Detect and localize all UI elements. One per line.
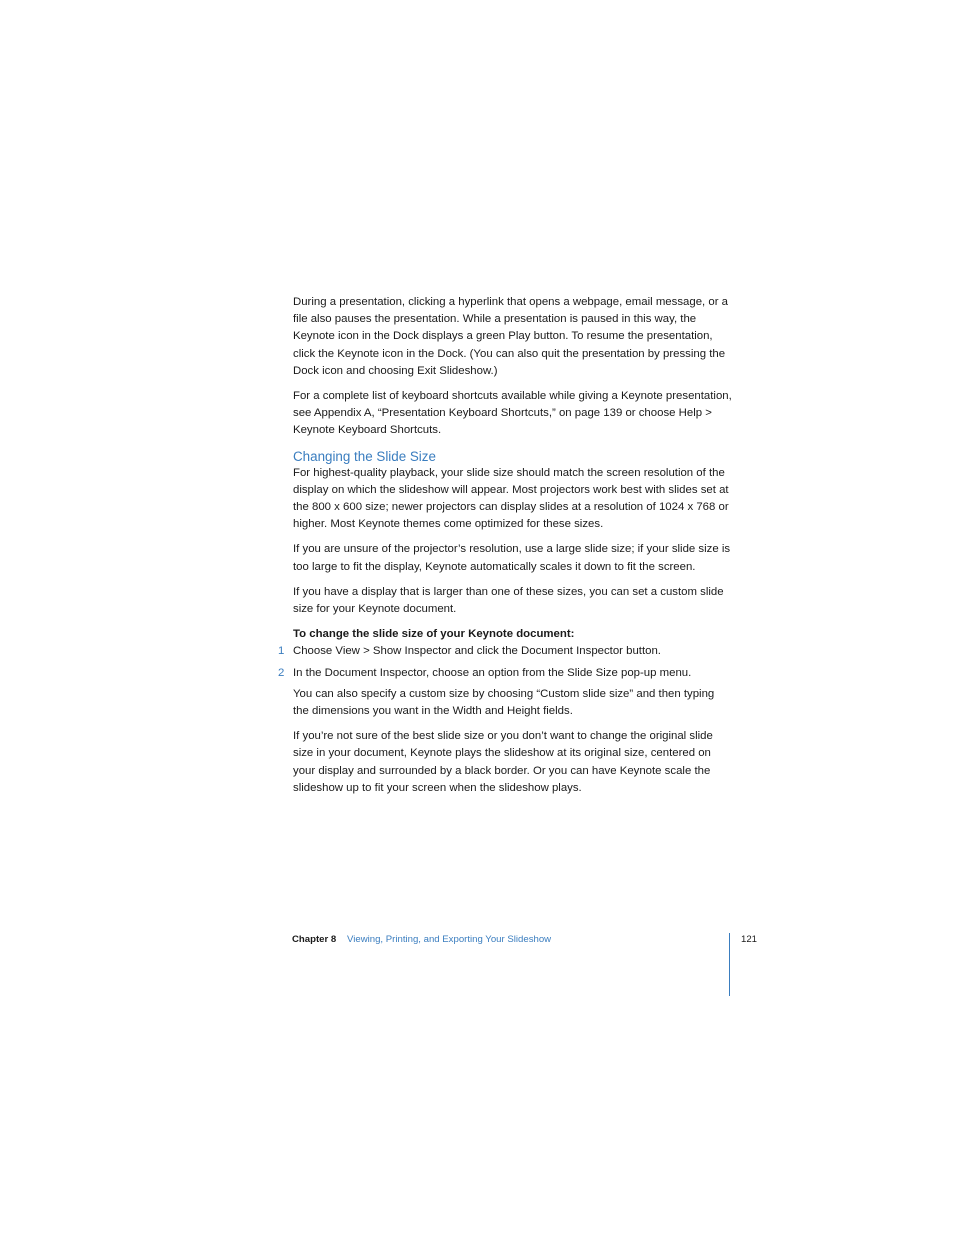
step-text: Choose View > Show Inspector and click the Document Inspector button. bbox=[293, 645, 661, 658]
body-paragraph: For a complete list of keyboard shortcuts available while giving a Keynote presentation, see Appendix A, “Presentation Keyboard Shortcuts,” on page 139 or choose Help > Keynote Keyboard Shortcuts. bbox=[293, 390, 732, 437]
footer-divider bbox=[729, 933, 730, 996]
step-number: 1 bbox=[278, 645, 285, 658]
step-number: 2 bbox=[278, 666, 285, 679]
step-note: You can also specify a custom size by choosing “Custom slide size” and then typing the dimensions you want in the Width and Height fields. bbox=[293, 687, 715, 718]
section-heading: Changing the Slide Size bbox=[293, 448, 436, 464]
body-paragraph: For highest-quality playback, your slide size should match the screen resolution of the display on which the slideshow will appear. Most projectors work best with slides set at the 800 x 600 size; newer projectors can display slides at a resolution of 1024 x 768 or higher. Most Keynote themes come optimized for these sizes. bbox=[293, 466, 729, 531]
page-footer bbox=[0, 933, 954, 1003]
footer-chapter-title: Viewing, Printing, and Exporting Your Slideshow bbox=[347, 934, 552, 945]
page-number: 121 bbox=[741, 934, 758, 945]
step-item bbox=[278, 643, 733, 660]
body-paragraph: If you are unsure of the projector’s resolution, use a large slide size; if your slide size is too large to fit the display, Keynote automatically scales it down to fit the screen. bbox=[293, 543, 731, 573]
step-item bbox=[278, 665, 733, 682]
step-text: In the Document Inspector, choose an option from the Slide Size pop-up menu. bbox=[293, 666, 692, 679]
body-paragraph: If you’re not sure of the best slide size or you don’t want to change the original slide size in your document, Keynote plays the slideshow at its original size, centered on your display and surrounded by a black border. Or you can have Keynote scale the slideshow up to fit your screen when the slideshow plays. bbox=[293, 730, 713, 794]
body-paragraph: If you have a display that is larger than one of these sizes, you can set a custom slide size for your Keynote document. bbox=[293, 585, 724, 616]
page-content bbox=[278, 294, 733, 805]
body-paragraph: During a presentation, clicking a hyperlink that opens a webpage, email message, or a file also pauses the presentation. While a presentation is paused in this way, the Keynote icon in the Dock displays a green Play button. To resume the presentation, click the Keynote icon in the Dock. (You can also quit the presentation by pressing the Dock icon and choosing Exit Slideshow.) bbox=[293, 296, 728, 377]
footer-chapter: Chapter 8 bbox=[292, 934, 337, 945]
task-heading: To change the slide size of your Keynote document: bbox=[293, 628, 575, 641]
